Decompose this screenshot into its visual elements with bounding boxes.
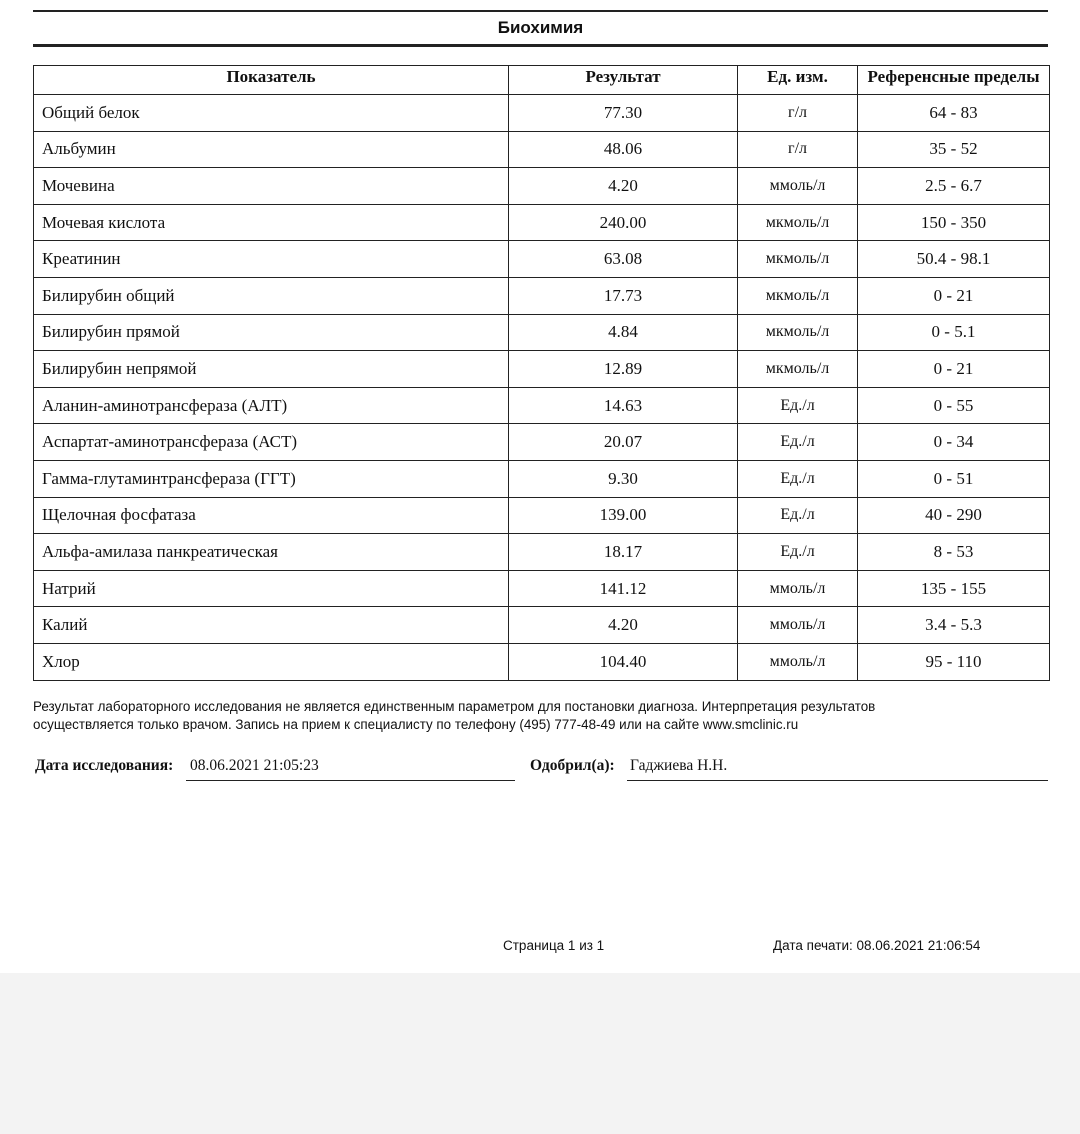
cell-name: Билирубин общий <box>34 277 509 314</box>
cell-name: Аспартат-аминотрансфераза (АСТ) <box>34 424 509 461</box>
table-row <box>34 131 1050 168</box>
top-rule <box>33 10 1048 12</box>
table-row <box>34 607 1050 644</box>
cell-reference: 0 - 21 <box>858 351 1050 388</box>
table-body <box>34 95 1050 681</box>
table-header-row <box>34 66 1050 95</box>
table-row <box>34 277 1050 314</box>
cell-result: 77.30 <box>509 95 738 132</box>
cell-result: 48.06 <box>509 131 738 168</box>
cell-reference: 0 - 55 <box>858 387 1050 424</box>
cell-reference: 3.4 - 5.3 <box>858 607 1050 644</box>
cell-reference: 0 - 5.1 <box>858 314 1050 351</box>
study-date-value: 08.06.2021 21:05:23 <box>190 757 319 774</box>
report-title: Биохимия <box>497 18 584 37</box>
note-line-1: Результат лабораторного исследования не является единственным параметром для постановки диагноза. Интерпретация результатов <box>33 699 876 714</box>
cell-unit: ммоль/л <box>738 643 858 680</box>
table-row <box>34 534 1050 571</box>
cell-name: Хлор <box>34 643 509 680</box>
cell-name: Мочевина <box>34 168 509 205</box>
cell-result: 9.30 <box>509 460 738 497</box>
cell-reference: 35 - 52 <box>858 131 1050 168</box>
table-row <box>34 497 1050 534</box>
table-row <box>34 424 1050 461</box>
header-result: Результат <box>509 66 738 95</box>
cell-result: 4.84 <box>509 314 738 351</box>
table-row <box>34 95 1050 132</box>
table-row <box>34 314 1050 351</box>
title-rule <box>33 44 1048 47</box>
cell-result: 14.63 <box>509 387 738 424</box>
study-date-underline <box>186 780 515 781</box>
cell-result: 12.89 <box>509 351 738 388</box>
header-unit: Ед. изм. <box>738 66 858 95</box>
cell-reference: 64 - 83 <box>858 95 1050 132</box>
study-date-label: Дата исследования: <box>35 757 174 774</box>
approved-underline <box>627 780 1048 781</box>
cell-name: Щелочная фосфатаза <box>34 497 509 534</box>
cell-name: Калий <box>34 607 509 644</box>
cell-name: Билирубин непрямой <box>34 351 509 388</box>
results-table <box>33 65 1050 681</box>
cell-unit: мкмоль/л <box>738 314 858 351</box>
table-row <box>34 168 1050 205</box>
note-line-2: осуществляется только врачом. Запись на прием к специалисту по телефону (495) 777-48-49 или на сайте www.smclinic.ru <box>33 717 799 732</box>
cell-result: 240.00 <box>509 204 738 241</box>
cell-name: Креатинин <box>34 241 509 278</box>
cell-result: 18.17 <box>509 534 738 571</box>
cell-result: 141.12 <box>509 570 738 607</box>
cell-result: 4.20 <box>509 168 738 205</box>
cell-unit: мкмоль/л <box>738 241 858 278</box>
cell-unit: Ед./л <box>738 424 858 461</box>
cell-name: Альбумин <box>34 131 509 168</box>
header-reference: Референсные пределы <box>858 66 1050 95</box>
cell-unit: Ед./л <box>738 387 858 424</box>
table-row <box>34 570 1050 607</box>
cell-name: Билирубин прямой <box>34 314 509 351</box>
cell-name: Альфа-амилаза панкреатическая <box>34 534 509 571</box>
cell-unit: Ед./л <box>738 534 858 571</box>
table-row <box>34 241 1050 278</box>
cell-reference: 135 - 155 <box>858 570 1050 607</box>
cell-unit: ммоль/л <box>738 607 858 644</box>
cell-name: Общий белок <box>34 95 509 132</box>
disclaimer-note <box>33 698 1048 734</box>
table-row <box>34 643 1050 680</box>
cell-unit: мкмоль/л <box>738 277 858 314</box>
cell-result: 20.07 <box>509 424 738 461</box>
cell-unit: г/л <box>738 95 858 132</box>
cell-unit: г/л <box>738 131 858 168</box>
approved-label: Одобрил(а): <box>530 757 615 774</box>
cell-name: Гамма-глутаминтрансфераза (ГГТ) <box>34 460 509 497</box>
cell-reference: 95 - 110 <box>858 643 1050 680</box>
cell-reference: 150 - 350 <box>858 204 1050 241</box>
cell-result: 104.40 <box>509 643 738 680</box>
cell-name: Натрий <box>34 570 509 607</box>
cell-unit: мкмоль/л <box>738 204 858 241</box>
cell-reference: 50.4 - 98.1 <box>858 241 1050 278</box>
table-row <box>34 204 1050 241</box>
cell-reference: 0 - 21 <box>858 277 1050 314</box>
page-number: Страница 1 из 1 <box>503 938 605 953</box>
cell-unit: мкмоль/л <box>738 351 858 388</box>
cell-reference: 2.5 - 6.7 <box>858 168 1050 205</box>
cell-reference: 8 - 53 <box>858 534 1050 571</box>
table-row <box>34 460 1050 497</box>
cell-unit: ммоль/л <box>738 570 858 607</box>
cell-unit: ммоль/л <box>738 168 858 205</box>
cell-result: 4.20 <box>509 607 738 644</box>
cell-result: 139.00 <box>509 497 738 534</box>
cell-reference: 40 - 290 <box>858 497 1050 534</box>
cell-unit: Ед./л <box>738 460 858 497</box>
print-date: Дата печати: 08.06.2021 21:06:54 <box>773 938 981 953</box>
cell-reference: 0 - 34 <box>858 424 1050 461</box>
cell-result: 17.73 <box>509 277 738 314</box>
table-row <box>34 387 1050 424</box>
table-row <box>34 351 1050 388</box>
cell-name: Аланин-аминотрансфераза (АЛТ) <box>34 387 509 424</box>
approved-value: Гаджиева Н.Н. <box>630 757 728 774</box>
cell-result: 63.08 <box>509 241 738 278</box>
header-name: Показатель <box>34 66 509 95</box>
cell-reference: 0 - 51 <box>858 460 1050 497</box>
cell-name: Мочевая кислота <box>34 204 509 241</box>
cell-unit: Ед./л <box>738 497 858 534</box>
